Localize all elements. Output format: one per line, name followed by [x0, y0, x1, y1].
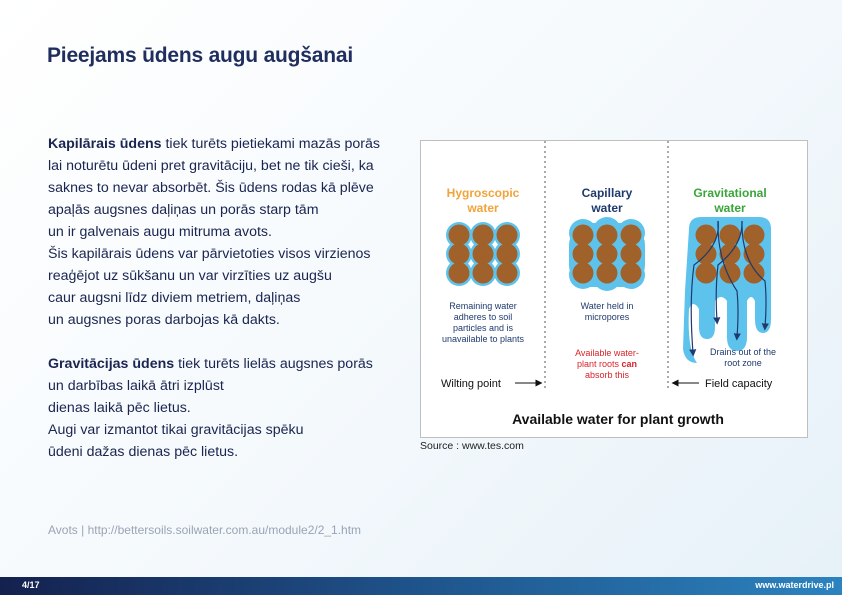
- source-link[interactable]: Avots | http://bettersoils.soilwater.com.au/module2/2_1.htm: [48, 523, 362, 537]
- paragraph-line: caur augsni līdz diviem metriem, daļiņas: [48, 290, 301, 306]
- gravitational-soil-cluster: [683, 217, 771, 363]
- hygroscopic-title-1: Hygroscopic: [446, 186, 520, 200]
- gravitational-desc: root zone: [724, 358, 762, 368]
- paragraph-gravitational: [48, 353, 398, 463]
- paragraph-line: apaļās augsnes daļiņas un porās starp tām: [48, 202, 319, 218]
- gravitational-title-1: Gravitational: [693, 186, 767, 200]
- capillary-note-bold: can: [621, 359, 638, 369]
- paragraph-line-rest: tiek turēts pietiekami mazās porās: [161, 136, 380, 152]
- body-text: [48, 133, 398, 485]
- hygroscopic-desc: particles and is: [452, 323, 514, 333]
- term-gravitational: Gravitācijas ūdens: [48, 356, 175, 372]
- paragraph-line: [48, 353, 398, 375]
- diagram-footer-title: Available water for plant growth: [512, 411, 724, 427]
- paragraph-line: Šis kapilārais ūdens var pārvietoties visos virzienos: [48, 246, 371, 262]
- paragraph-line: saknes to nevar absorbēt. Šis ūdens rodas kā plēve: [48, 180, 374, 196]
- diagram-svg: [421, 141, 807, 437]
- footer-bar: [0, 577, 842, 595]
- paragraph-line: un darbības laikā ātri izplūst: [48, 378, 224, 394]
- hygroscopic-title-2: water: [467, 201, 499, 215]
- hygroscopic-desc: Remaining water: [449, 301, 517, 311]
- capillary-desc: micropores: [584, 312, 630, 322]
- capillary-note: Available water-: [575, 348, 639, 358]
- hygroscopic-desc: unavailable to plants: [441, 334, 525, 344]
- gravitational-title-2: water: [714, 201, 746, 215]
- paragraph-line: un ir galvenais augu mitruma avots.: [48, 224, 272, 240]
- paragraph-line-rest: tiek turēts lielās augsnes porās: [174, 356, 373, 372]
- soil-water-diagram: [420, 140, 808, 438]
- wilting-point-label: Wilting point: [441, 378, 501, 390]
- capillary-soil-cluster: [569, 217, 645, 291]
- figure-caption: Source : www.tes.com: [420, 440, 524, 452]
- paragraph-line: Augi var izmantot tikai gravitācijas spēku: [48, 422, 304, 438]
- capillary-title-2: water: [591, 201, 623, 215]
- website-link[interactable]: www.waterdrive.pl: [755, 580, 834, 590]
- paragraph-line: reaģējot uz sūkšanu un var virzīties uz augšu: [48, 268, 332, 284]
- capillary-title-1: Capillary: [581, 186, 633, 200]
- capillary-note: absorb this: [584, 370, 630, 380]
- capillary-note-pre: plant roots: [576, 359, 622, 369]
- paragraph-line: [48, 133, 398, 155]
- term-capillary: Kapilārais ūdens: [48, 136, 162, 152]
- field-capacity-label: Field capacity: [705, 378, 773, 390]
- page-number: 4/17: [22, 580, 40, 590]
- paragraph-line: ūdeni dažas dienas pēc lietus.: [48, 444, 239, 460]
- slide-title: Pieejams ūdens augu augšanai: [47, 44, 354, 67]
- gravitational-desc: Drains out of the: [709, 347, 777, 357]
- hygroscopic-desc: adheres to soil: [453, 312, 513, 322]
- paragraph-line: un augsnes poras darbojas kā dakts.: [48, 312, 280, 328]
- hygroscopic-soil-cluster: [446, 222, 520, 286]
- paragraph-line: lai noturētu ūdeni pret gravitāciju, bet ne tik cieši, ka: [48, 158, 374, 174]
- paragraph-capillary: [48, 133, 398, 331]
- capillary-desc: Water held in: [580, 301, 634, 311]
- capillary-note: [577, 359, 637, 369]
- paragraph-line: dienas laikā pēc lietus.: [48, 400, 191, 416]
